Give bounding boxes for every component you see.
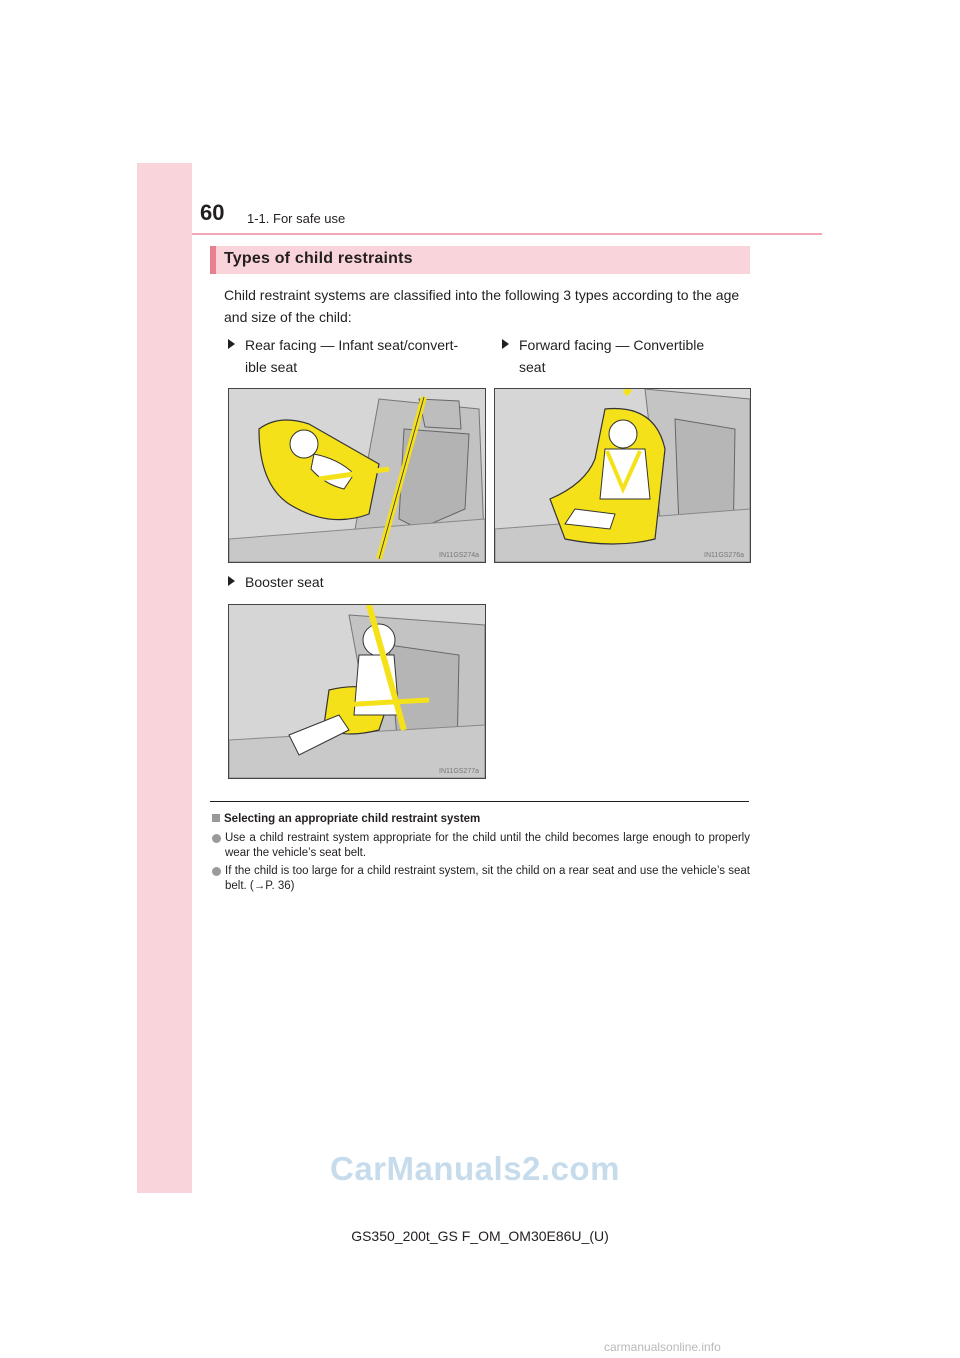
note-item: [212, 864, 750, 894]
note-item: [212, 831, 750, 861]
figure-code: IN11GS274a: [439, 552, 479, 559]
triangle-bullet-icon: [502, 339, 509, 349]
header-divider: [192, 233, 822, 235]
section-title: Types of child restraints: [224, 250, 413, 267]
type-label-line1: Rear facing — Infant seat/convert-: [245, 337, 459, 353]
figure-code: IN11GS277a: [439, 768, 479, 775]
type-label-booster: [228, 571, 324, 593]
forward-facing-seat-illustration: [495, 389, 750, 562]
page-sidebar-band: [137, 163, 192, 1193]
circle-bullet-icon: [212, 834, 221, 843]
notes-heading-text: Selecting an appropriate child restraint system: [224, 813, 481, 825]
chapter-title: 1-1. For safe use: [247, 211, 346, 226]
intro-paragraph: Child restraint systems are classified into the following 3 types according to the age and size of the child:: [224, 287, 740, 325]
booster-seat-illustration: [229, 605, 485, 778]
bottom-watermark: carmanualsonline.info: [604, 1340, 721, 1354]
type-label-forward-facing: [502, 334, 748, 378]
watermark: CarManuals2.com: [330, 1150, 620, 1187]
notes-divider: [210, 801, 749, 802]
note-text: Use a child restraint system appropriate for the child until the child becomes large enough to properly wear the vehicle’s seat belt.: [225, 832, 750, 859]
notes-heading: [212, 812, 750, 827]
square-bullet-icon: [212, 814, 220, 822]
triangle-bullet-icon: [228, 576, 235, 586]
figure-code: IN11GS276a: [704, 552, 744, 559]
type-label-line1: Booster seat: [245, 574, 324, 590]
section-accent: [210, 246, 216, 274]
type-label-line2: seat: [519, 359, 546, 375]
figure-forward-facing-seat: [494, 388, 751, 563]
notes-block: [212, 812, 750, 897]
figure-booster-seat: [228, 604, 486, 779]
type-label-line2: ible seat: [245, 359, 298, 375]
circle-bullet-icon: [212, 867, 221, 876]
rear-facing-seat-illustration: [229, 389, 485, 562]
triangle-bullet-icon: [228, 339, 235, 349]
figure-rear-facing-seat: [228, 388, 486, 563]
type-label-line1: Forward facing — Convertible: [519, 337, 705, 353]
footer-doc-code: GS350_200t_GS F_OM_OM30E86U_(U): [351, 1228, 609, 1244]
page-number: 60: [200, 200, 225, 225]
note-text: If the child is too large for a child restraint system, sit the child on a rear seat and use the vehicle’s seat belt. (→P. 36): [225, 865, 750, 892]
section-heading-bar: [210, 246, 750, 274]
type-label-rear-facing: [228, 334, 480, 378]
